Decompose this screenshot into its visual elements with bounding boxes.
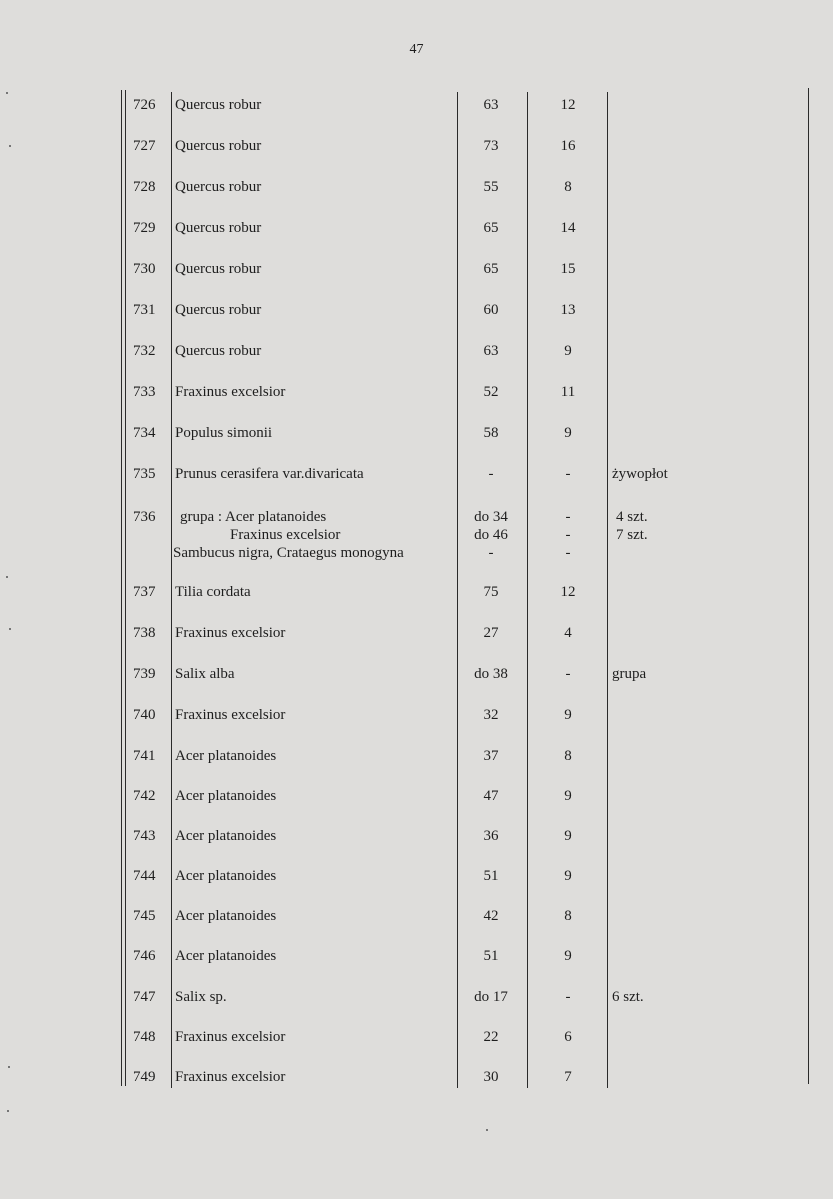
table-row [0, 1020, 833, 1060]
row-number: 741 [133, 748, 156, 764]
species-name: Quercus robur [175, 220, 262, 236]
species-name: Fraxinus excelsior [230, 527, 341, 543]
table-row [0, 739, 833, 779]
table-row [0, 252, 833, 292]
row-number: 739 [133, 666, 156, 682]
row-number: 740 [133, 707, 156, 723]
value-a: 51 [483, 868, 499, 884]
note: grupa [612, 666, 647, 682]
species-name: Fraxinus excelsior [175, 625, 286, 641]
row-number: 738 [133, 625, 156, 641]
species-name: Sambucus nigra, Crataegus monogyna [173, 545, 404, 561]
table-row [0, 129, 833, 169]
value-b: - [565, 545, 571, 561]
row-number: 735 [133, 466, 156, 482]
value-b: 9 [564, 707, 572, 723]
value-a: 27 [483, 625, 499, 641]
row-number: 744 [133, 868, 156, 884]
species-name: Acer platanoides [175, 868, 277, 884]
value-b: 8 [564, 908, 572, 924]
species-name: Fraxinus excelsior [175, 707, 286, 723]
table-row [0, 416, 833, 456]
row-number: 742 [133, 788, 156, 804]
value-a: 36 [483, 828, 499, 844]
species-name: grupa : Acer platanoides [180, 509, 327, 525]
table-row [0, 859, 833, 899]
value-b: 8 [564, 179, 572, 195]
species-name: Fraxinus excelsior [175, 1069, 286, 1085]
table-row [0, 211, 833, 251]
table-row [0, 334, 833, 374]
row-number: 745 [133, 908, 156, 924]
value-a: 32 [483, 707, 499, 723]
value-b: 9 [564, 868, 572, 884]
value-a: 58 [483, 425, 499, 441]
value-a: 63 [483, 343, 499, 359]
row-number: 728 [133, 179, 156, 195]
value-a: do 46 [474, 527, 508, 543]
species-name: Quercus robur [175, 343, 262, 359]
row-number: 726 [133, 97, 156, 113]
value-a: - [488, 545, 494, 561]
value-a: 47 [483, 788, 499, 804]
species-name: Quercus robur [175, 138, 262, 154]
value-b: 9 [564, 343, 572, 359]
note: 6 szt. [612, 989, 644, 1005]
table-row [0, 899, 833, 939]
species-name: Fraxinus excelsior [175, 384, 286, 400]
value-b: - [565, 989, 571, 1005]
value-b: 15 [560, 261, 576, 277]
table-row [0, 779, 833, 819]
scan-speck [8, 1066, 10, 1068]
table-row [0, 498, 833, 574]
value-a: 37 [483, 748, 499, 764]
value-a: do 38 [474, 666, 508, 682]
row-number: 749 [133, 1069, 156, 1085]
row-number: 736 [133, 509, 156, 525]
value-b: 9 [564, 948, 572, 964]
value-a: 73 [483, 138, 499, 154]
value-a: do 17 [474, 989, 508, 1005]
row-number: 747 [133, 989, 156, 1005]
row-number: 733 [133, 384, 156, 400]
scan-speck [486, 1129, 488, 1131]
note: 7 szt. [616, 527, 648, 543]
species-name: Quercus robur [175, 261, 262, 277]
row-number: 734 [133, 425, 156, 441]
scan-speck [7, 1110, 9, 1112]
table-row [0, 616, 833, 656]
table-row [0, 698, 833, 738]
value-a: 60 [483, 302, 499, 318]
scan-speck [6, 92, 8, 94]
row-number: 730 [133, 261, 156, 277]
table-row [0, 575, 833, 615]
value-a: do 34 [474, 509, 508, 525]
table-row [0, 88, 833, 128]
value-a: 75 [483, 584, 499, 600]
species-name: Tilia cordata [175, 584, 251, 600]
table-row [0, 375, 833, 415]
value-b: - [565, 466, 571, 482]
species-name: Fraxinus excelsior [175, 1029, 286, 1045]
table-row [0, 939, 833, 979]
table-row [0, 819, 833, 859]
note: żywopłot [612, 466, 668, 482]
table-row [0, 457, 833, 497]
value-b: 12 [560, 97, 576, 113]
value-b: 11 [560, 384, 576, 400]
value-a: 65 [483, 220, 499, 236]
species-name: Acer platanoides [175, 948, 277, 964]
scan-speck [9, 145, 11, 147]
table-row [0, 657, 833, 697]
row-number: 737 [133, 584, 156, 600]
table-row [0, 293, 833, 333]
value-a: 63 [483, 97, 499, 113]
page-number: 47 [409, 42, 424, 57]
value-a: 22 [483, 1029, 499, 1045]
value-b: 13 [560, 302, 576, 318]
table-row [0, 1060, 833, 1100]
value-a: 65 [483, 261, 499, 277]
table-row [0, 170, 833, 210]
value-a: - [488, 466, 494, 482]
value-b: 6 [564, 1029, 572, 1045]
species-name: Quercus robur [175, 97, 262, 113]
row-number: 729 [133, 220, 156, 236]
row-number: 746 [133, 948, 156, 964]
value-b: 7 [564, 1069, 572, 1085]
row-number: 731 [133, 302, 156, 318]
species-name: Populus simonii [175, 425, 273, 441]
table-row [0, 980, 833, 1020]
species-name: Acer platanoides [175, 748, 277, 764]
row-number: 732 [133, 343, 156, 359]
species-name: Acer platanoides [175, 828, 277, 844]
value-b: 14 [560, 220, 576, 236]
scan-speck [6, 576, 8, 578]
species-name: Quercus robur [175, 302, 262, 318]
value-b: - [565, 527, 571, 543]
row-number: 743 [133, 828, 156, 844]
row-number: 727 [133, 138, 156, 154]
value-a: 55 [483, 179, 499, 195]
scan-speck [9, 628, 11, 630]
species-name: Salix sp. [175, 989, 227, 1005]
species-name: Acer platanoides [175, 908, 277, 924]
value-b: - [565, 509, 571, 525]
value-a: 51 [483, 948, 499, 964]
value-b: 8 [564, 748, 572, 764]
species-name: Acer platanoides [175, 788, 277, 804]
note: 4 szt. [616, 509, 648, 525]
value-b: 9 [564, 425, 572, 441]
value-b: 9 [564, 788, 572, 804]
value-b: 4 [564, 625, 572, 641]
species-name: Quercus robur [175, 179, 262, 195]
value-b: - [565, 666, 571, 682]
species-name: Salix alba [175, 666, 235, 682]
value-b: 9 [564, 828, 572, 844]
value-a: 42 [483, 908, 499, 924]
value-b: 12 [560, 584, 576, 600]
value-b: 16 [560, 138, 576, 154]
species-name: Prunus cerasifera var.divaricata [175, 466, 364, 482]
row-number: 748 [133, 1029, 156, 1045]
value-a: 30 [483, 1069, 499, 1085]
value-a: 52 [483, 384, 499, 400]
